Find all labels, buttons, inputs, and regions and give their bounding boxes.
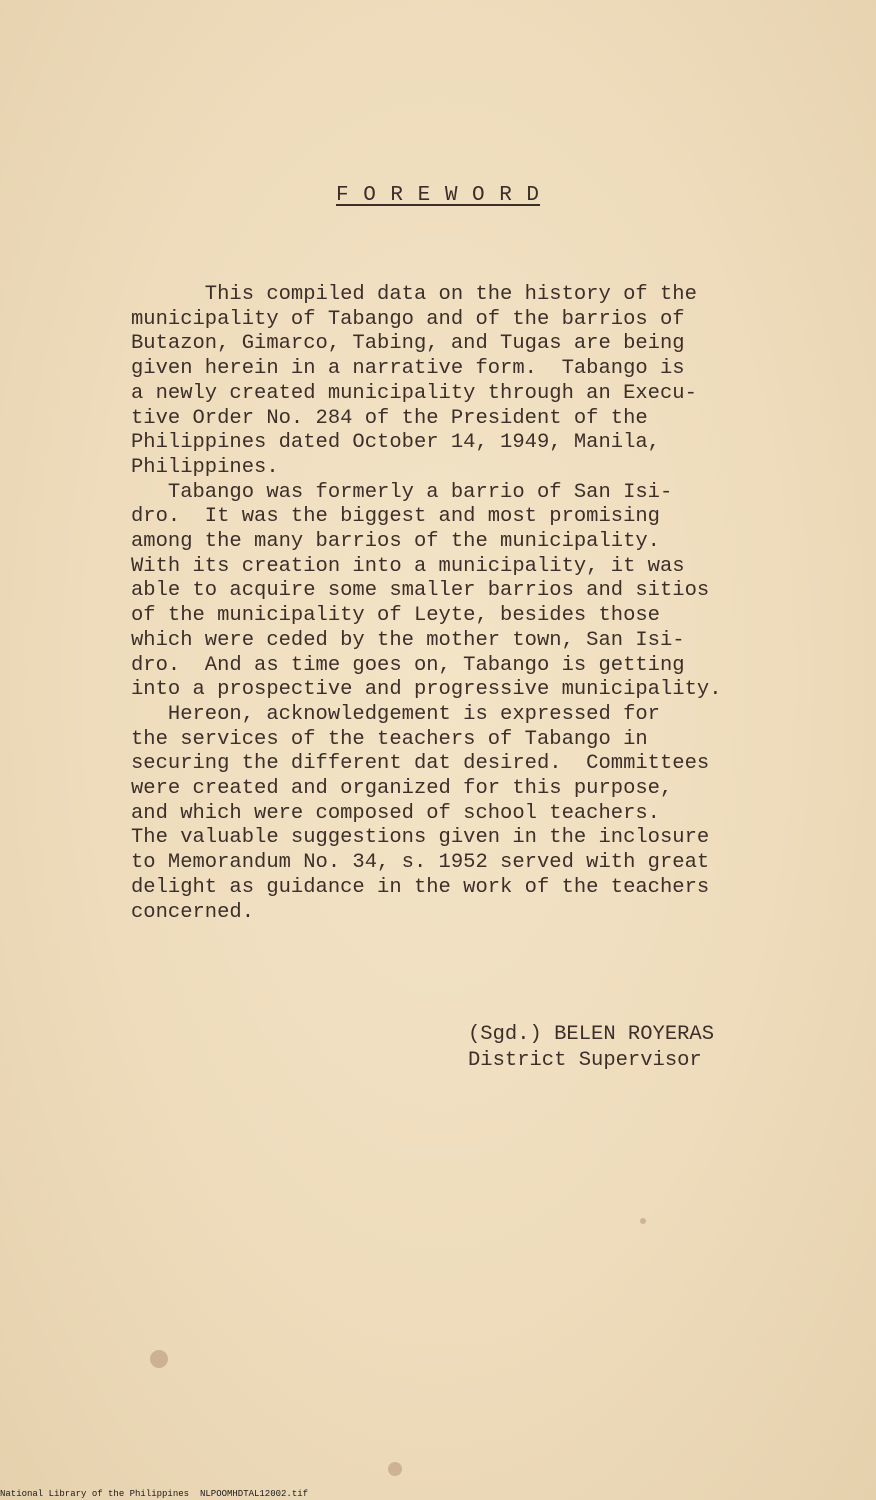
body-line: were created and organized for this purpose, (131, 777, 673, 801)
body-line: Hereon, acknowledgement is expressed for (131, 702, 660, 726)
body-line: which were ceded by the mother town, San Isi- (131, 628, 685, 652)
body-line: Philippines. (131, 455, 279, 479)
signatory-name: (Sgd.) BELEN ROYERAS (468, 1023, 715, 1046)
body-line: to Memorandum No. 34, s. 1952 served with great (131, 851, 710, 875)
body-line: dro. It was the biggest and most promising (131, 505, 660, 529)
body-line: delight as guidance in the work of the teachers (131, 875, 710, 899)
body-line: securing the different dat desired. Committees (131, 752, 710, 776)
body-line: into a prospective and progressive municipality. (131, 678, 722, 702)
signatory-position: District Supervisor (468, 1049, 702, 1072)
page-title: F O R E W O R D (336, 184, 541, 207)
paper-stain (150, 1350, 168, 1368)
body-line: concerned. (131, 900, 255, 924)
body-line: Butazon, Gimarco, Tabing, and Tugas are being (131, 332, 685, 356)
body-line: dro. And as time goes on, Tabango is getting (131, 653, 685, 677)
body-line: Philippines dated October 14, 1949, Manila, (131, 431, 660, 455)
signature-block (468, 1022, 714, 1074)
body-line: and which were composed of school teachers. (131, 801, 660, 825)
scan-filename: NLPOOMHDTAL12002.tif (200, 1489, 309, 1499)
scan-footer (0, 1488, 876, 1500)
body-line: municipality of Tabango and of the barrios of (131, 307, 685, 331)
body-line: tive Order No. 284 of the President of the (131, 406, 648, 430)
foreword-body (131, 283, 731, 925)
body-line: This compiled data on the history of the (131, 283, 697, 306)
body-line: a newly created municipality through an Execu- (131, 381, 697, 405)
paper-stain (640, 1218, 646, 1224)
paper-stain (388, 1462, 402, 1476)
body-line: able to acquire some smaller barrios and sitios (131, 579, 710, 603)
body-line: Tabango was formerly a barrio of San Isi- (131, 480, 673, 504)
body-line: among the many barrios of the municipality. (131, 530, 660, 554)
body-line: the services of the teachers of Tabango in (131, 727, 648, 751)
body-line: The valuable suggestions given in the inclosure (131, 826, 710, 850)
library-credit: National Library of the Philippines (0, 1489, 190, 1499)
body-line: given herein in a narrative form. Tabango is (131, 357, 685, 381)
body-line: of the municipality of Leyte, besides those (131, 604, 660, 628)
body-line: With its creation into a municipality, it was (131, 554, 685, 578)
